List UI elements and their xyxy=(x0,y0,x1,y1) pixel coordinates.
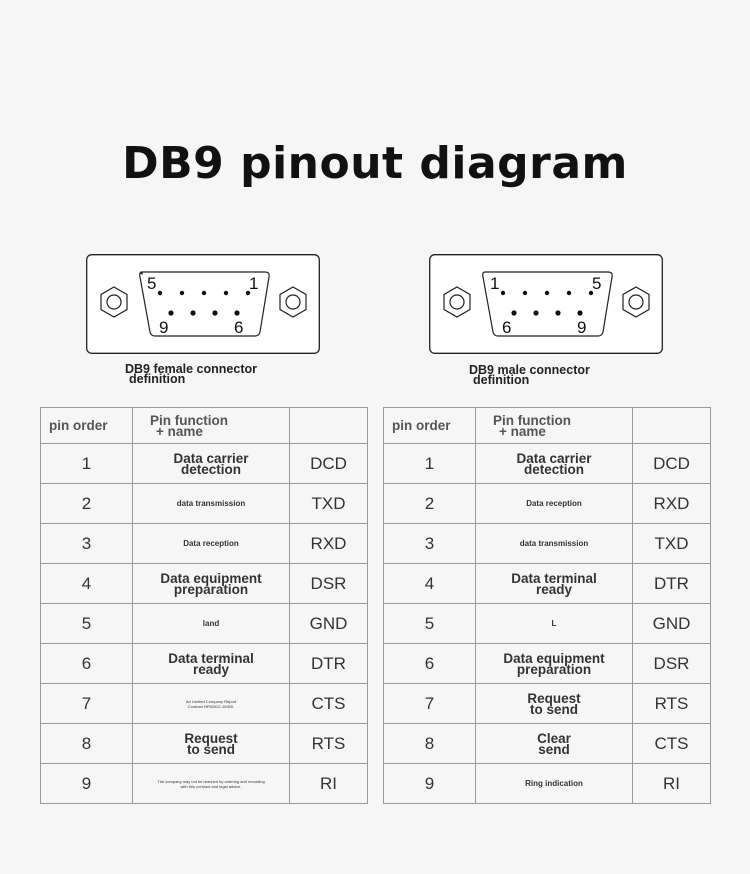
table-row xyxy=(384,644,711,684)
signal-name: DCD xyxy=(633,444,711,484)
pin-number: 8 xyxy=(41,724,133,764)
pin-function-line: preparation xyxy=(516,661,592,677)
signal-name: DSR xyxy=(633,644,711,684)
pin-function xyxy=(133,644,290,684)
pin-function-line: The company may not be reached by ordering and recording xyxy=(157,778,265,784)
table-row xyxy=(384,484,711,524)
pin-function-line: send xyxy=(538,741,570,757)
table-row xyxy=(384,764,711,804)
signal-name: DTR xyxy=(290,644,368,684)
table-row xyxy=(384,724,711,764)
pin-number: 9 xyxy=(384,764,476,804)
table-row xyxy=(41,564,368,604)
pin-label-top-left: 5 xyxy=(147,274,157,293)
signal-name: DCD xyxy=(290,444,368,484)
pin-number: 2 xyxy=(384,484,476,524)
pin-function xyxy=(476,684,633,724)
pin-label-bottom-right: 9 xyxy=(577,318,587,337)
pin-label-bottom-left: 9 xyxy=(159,318,169,337)
pin-function xyxy=(476,564,633,604)
header-name xyxy=(633,408,711,444)
pin-function xyxy=(133,764,290,804)
pin-function xyxy=(133,684,290,724)
pin-label-bottom-left: 6 xyxy=(502,318,512,337)
pin-function xyxy=(476,764,633,804)
pin-number: 8 xyxy=(384,724,476,764)
male-connector xyxy=(429,254,663,354)
pin-function-line: to send xyxy=(186,741,235,757)
pin-number: 1 xyxy=(384,444,476,484)
pin-function-line: Data carrier xyxy=(516,450,592,466)
pin-function-line: with this contract and legal advice. xyxy=(180,783,242,789)
pin-function-line: Request xyxy=(527,690,581,706)
female-pin-table xyxy=(40,407,368,804)
signal-name: CTS xyxy=(633,724,711,764)
female-connector xyxy=(86,254,320,354)
header-pin-order: pin order xyxy=(384,408,476,444)
pin-function xyxy=(476,444,633,484)
signal-name: TXD xyxy=(290,484,368,524)
pin-function xyxy=(476,484,633,524)
table-row xyxy=(41,444,368,484)
page-title: DB9 pinout diagram xyxy=(122,138,628,189)
pin-number: 3 xyxy=(41,524,133,564)
header-name xyxy=(290,408,368,444)
pin-function-line: Ring indication xyxy=(525,779,583,788)
table-row xyxy=(41,524,368,564)
pin-function-line: Data reception xyxy=(183,539,239,548)
pin-function xyxy=(133,724,290,764)
pin-function-line: to send xyxy=(529,701,578,717)
pin-function-line: detection xyxy=(180,461,241,477)
pin-function xyxy=(476,604,633,644)
pin-function-line: preparation xyxy=(173,581,249,597)
table-row xyxy=(41,764,368,804)
pin-number: 4 xyxy=(384,564,476,604)
table-row xyxy=(41,644,368,684)
pin-number: 7 xyxy=(384,684,476,724)
pin-number: 3 xyxy=(384,524,476,564)
pin-number: 9 xyxy=(41,764,133,804)
signal-name: RXD xyxy=(633,484,711,524)
table-row xyxy=(384,444,711,484)
pin-number: 5 xyxy=(41,604,133,644)
female-caption: DB9 female connector definition xyxy=(125,362,257,386)
pin-function-line: Data reception xyxy=(526,499,582,508)
signal-name: TXD xyxy=(633,524,711,564)
pin-function xyxy=(133,564,290,604)
pin-function xyxy=(133,604,290,644)
pin-function xyxy=(133,524,290,564)
pin-number: 5 xyxy=(384,604,476,644)
table-row xyxy=(384,564,711,604)
pin-function xyxy=(476,644,633,684)
table-row xyxy=(41,484,368,524)
header-pin-function: Pin function + name xyxy=(476,408,633,444)
signal-name: RI xyxy=(290,764,368,804)
signal-name: RTS xyxy=(290,724,368,764)
header-pin-function: Pin function + name xyxy=(133,408,290,444)
table-header-row xyxy=(384,408,711,444)
signal-name: GND xyxy=(290,604,368,644)
table-row xyxy=(384,684,711,724)
male-caption: DB9 male connector definition xyxy=(469,363,590,387)
pin-function-line: Data equipment xyxy=(503,650,605,666)
pin-function-line: Data carrier xyxy=(173,450,249,466)
pin-number: 4 xyxy=(41,564,133,604)
table-row xyxy=(41,724,368,764)
signal-name: CTS xyxy=(290,684,368,724)
header-pin-order: pin order xyxy=(41,408,133,444)
pin-number: 2 xyxy=(41,484,133,524)
pin-number: 6 xyxy=(384,644,476,684)
signal-name: RXD xyxy=(290,524,368,564)
pin-function-line: Data terminal xyxy=(511,570,597,586)
pin-function-line: detection xyxy=(523,461,584,477)
signal-name: RTS xyxy=(633,684,711,724)
pin-label-bottom-right: 6 xyxy=(234,318,244,337)
pin-function-line: Data terminal xyxy=(168,650,254,666)
pin-function-line: ready xyxy=(535,581,573,597)
table-row xyxy=(384,524,711,564)
pin-label-top-right: 1 xyxy=(249,274,259,293)
table-row xyxy=(384,604,711,644)
pin-function xyxy=(476,524,633,564)
pin-function-line: Request xyxy=(184,730,238,746)
pin-number: 1 xyxy=(41,444,133,484)
signal-name: DSR xyxy=(290,564,368,604)
table-row xyxy=(41,684,368,724)
pin-number: 7 xyxy=(41,684,133,724)
pin-function-line: Ad Limited Company Report xyxy=(185,698,237,704)
pin-function-line: data transmission xyxy=(176,499,246,508)
male-pin-table xyxy=(383,407,711,804)
table-row xyxy=(41,604,368,644)
pin-label-top-left: 1 xyxy=(490,274,500,293)
table-header-row xyxy=(41,408,368,444)
pin-function xyxy=(133,484,290,524)
signal-name: DTR xyxy=(633,564,711,604)
pin-function-line: Data equipment xyxy=(160,570,262,586)
pin-function-line: L xyxy=(551,619,557,628)
pin-function-line: Clear xyxy=(537,730,571,746)
pin-function-line: Contract NP82022-16300. xyxy=(187,703,235,709)
pin-number: 6 xyxy=(41,644,133,684)
pin-function-line: land xyxy=(202,619,220,628)
pin-label-top-right: 5 xyxy=(592,274,602,293)
pin-function-line: data transmission xyxy=(519,539,589,548)
signal-name: RI xyxy=(633,764,711,804)
pin-function-line: ready xyxy=(192,661,230,677)
signal-name: GND xyxy=(633,604,711,644)
pin-function xyxy=(133,444,290,484)
pin-function xyxy=(476,724,633,764)
